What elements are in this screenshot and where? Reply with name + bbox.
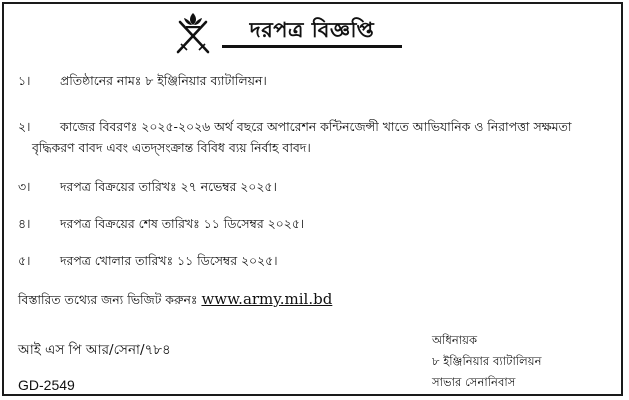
reference-number: আই এস পি আর/সেনা/৭৮৪ bbox=[18, 342, 171, 358]
signature-designation: অধিনায়ক bbox=[432, 333, 478, 347]
item-number: ৪। bbox=[18, 216, 31, 231]
notice-item-2 bbox=[18, 116, 611, 158]
item-number: ১। bbox=[18, 73, 31, 88]
notice-title: দরপত্র বিজ্ঞপ্তি bbox=[222, 16, 402, 48]
gd-code: GD-2549 bbox=[18, 377, 75, 393]
item-number: ৩। bbox=[18, 179, 31, 194]
website-link[interactable]: www.army.mil.bd bbox=[201, 290, 333, 308]
item-text-line-1: কাজের বিবরণঃ ২০২৫-২০২৬ অর্থ বছরে অপারেশন কন্টিনজেন্সী খাতে আভিযানিক ও নিরাপত্তা সক্ষমতা bbox=[60, 119, 572, 134]
notice-item-1 bbox=[18, 70, 611, 91]
more-info bbox=[18, 289, 332, 310]
signature-unit: ৮ ইঞ্জিনিয়ার ব্যাটালিয়ন bbox=[432, 354, 542, 368]
notice-header bbox=[4, 8, 621, 60]
more-info-label: বিস্তারিত তথ্যের জন্য ভিজিট করুনঃ bbox=[18, 292, 198, 307]
signature-location: সাভার সেনানিবাস bbox=[432, 375, 516, 389]
item-text: দরপত্র বিক্রয়ের শেষ তারিখঃ ১১ ডিসেম্বর ২০২৫। bbox=[60, 216, 305, 231]
notice-item-4 bbox=[18, 213, 611, 234]
signature-block bbox=[432, 330, 542, 393]
notice-item-5 bbox=[18, 250, 611, 271]
item-text: দরপত্র খোলার তারিখঃ ১১ ডিসেম্বর ২০২৫। bbox=[60, 253, 278, 268]
item-number: ৫। bbox=[18, 253, 31, 268]
item-text-line-2 bbox=[32, 137, 611, 158]
item-number: ২। bbox=[18, 119, 31, 134]
bangladesh-army-emblem-icon bbox=[172, 10, 214, 56]
notice-item-3 bbox=[18, 176, 611, 197]
item-text-continuation: বৃদ্ধিকরণ বাবদ এবং এতদ্সংক্রান্ত বিবিধ ব্যয় নির্বাহ বাবদ। bbox=[32, 140, 311, 155]
item-text: প্রতিষ্ঠানের নামঃ ৮ ইঞ্জিনিয়ার ব্যাটালিয়ন। bbox=[60, 73, 267, 88]
tender-notice bbox=[2, 2, 623, 396]
item-text: দরপত্র বিক্রয়ের তারিখঃ ২৭ নভেম্বর ২০২৫। bbox=[60, 179, 277, 194]
